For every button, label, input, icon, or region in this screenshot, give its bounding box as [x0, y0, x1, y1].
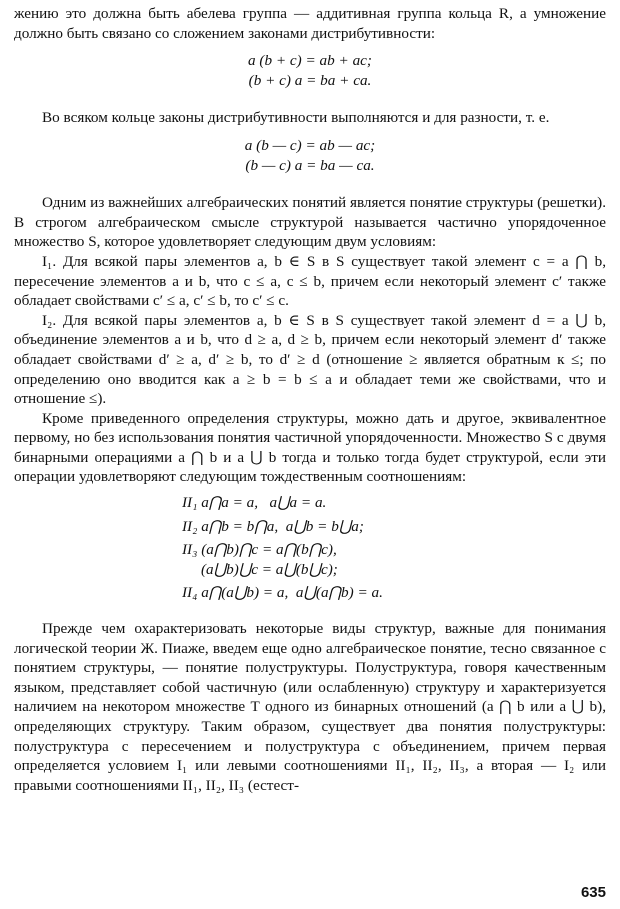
condition-2: I₂. Для всякой пары элементов a, b ∈ S в S существует такой элемент d = a ⋃ b, объединение элементов a и b, что d ≥ a, d ≥ b, причем если некоторый элемент d′ также обладает свойствами d′ ≥ a, d′ ≥ b, то d′ ≥ d (отношение ≥ является обратным к ≤; по определению оно вводится как a ≥ b = b ≤ a и обладает теми же свойствами, что и отношение ≤). [14, 311, 606, 408]
page-number: 635 [580, 884, 606, 902]
formula-line: a (b + c) = ab + ac; [248, 52, 372, 70]
relation-line: II₄ a⋂(a⋃b) = a, a⋃(a⋂b) = a. [182, 584, 383, 602]
relation-line: II₃ (a⋂b)⋂c = a⋂(b⋂c), [182, 541, 337, 559]
relation-line: II₁ a⋂a = a, a⋃a = a. [182, 494, 327, 512]
relation-line: II₂ a⋂b = b⋂a, a⋃b = b⋃a; [182, 517, 364, 535]
paragraph-1: жению это должна быть абелева группа — аддитивная группа кольца R, а умножение должно быть связано со сложением законами дистрибутивности: [14, 5, 606, 42]
formula-block-1 [14, 51, 606, 90]
paragraph-3: Одним из важнейших алгебраических понятий является понятие структуры (решетки). В строгом алгебраическом смысле структурой называется частично упорядоченное множество S, которое удовлетворяет следующим двум условиям: [14, 194, 606, 251]
formula-line: a (b — c) = ab — ac; [244, 136, 376, 154]
paragraph-2: Во всяком кольце законы дистрибутивности выполняются и для разности, т. е. [42, 109, 550, 127]
formula-line: (b + c) a = ba + ca. [248, 71, 372, 89]
formula-line: (b — c) a = ba — ca. [245, 156, 375, 174]
condition-1: I₁. Для всякой пары элементов a, b ∈ S в S существует такой элемент c = a ⋂ b, пересечение элементов a и b, что c ≤ a, c ≤ b, причем если некоторый элемент c′ также обладает свойствами c′ ≤ a, c′ ≤ b, то c′ ≤ c. [14, 252, 606, 310]
relation-line: (a⋃b)⋃c = a⋃(b⋃c); [182, 560, 338, 578]
relations-block [182, 493, 606, 603]
paragraph-4: Кроме приведенного определения структуры, можно дать и другое, эквивалентное первому, но без использования понятия частичной упорядоченности. Множество S с двумя бинарными операциями a ⋂ b и a ⋃ b тогда и только тогда будет структурой, если эти операции удовлетворяют следующим тождественным соотношениям: [14, 409, 606, 486]
paragraph-5: Прежде чем охарактеризовать некоторые виды структур, важные для понимания логической теории Ж. Пиаже, введем еще одно алгебраическое понятие, тесно связанное с понятием структуры, — понятие полуструктуры. Полуструктура, говоря качественным языком, представляет собой частичную (или ослабленную) структуру и характеризуется наличием на некотором множестве T одного из бинарных отношений (a ⋂ b или a ⋃ b), определяющих структуру. Таким образом, существует два понятия полуструктуры: полуструктура с пересечением и полуструктура с объединением, причем первая определяется условием I₁ или левыми соотношениями II₁, II₂, II₃, а вторая — I₂ или правыми соотношениями II₁, II₂, II₃ (естест- [14, 620, 606, 794]
formula-block-2 [14, 136, 606, 175]
